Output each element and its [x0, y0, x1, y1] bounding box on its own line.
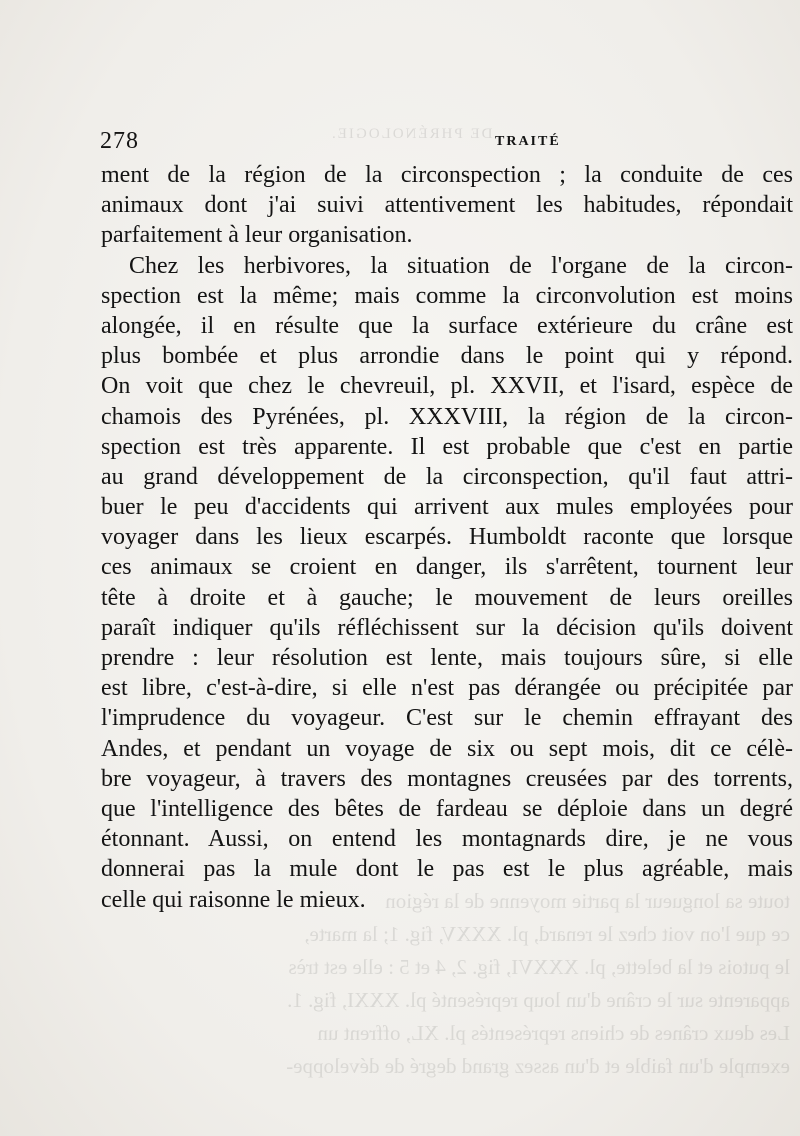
- text-line: ces animaux se croient en danger, ils s'arrêtent, tournent leur: [101, 554, 793, 581]
- text-line: étonnant. Aussi, on entend les montagnards dire, je ne vous: [101, 826, 793, 853]
- page-header: [100, 128, 795, 160]
- page-number: 278: [100, 128, 139, 154]
- body-text: [101, 160, 793, 915]
- text-line: spection est très apparente. Il est probable que c'est en partie: [101, 433, 793, 460]
- text-line: buer le peu d'accidents qui arrivent aux mules employées pour: [101, 494, 793, 521]
- text-line: tête à droite et à gauche; le mouvement de leurs oreilles: [101, 584, 793, 611]
- text-line: Chez les herbivores, la situation de l'organe de la circon-: [129, 252, 793, 279]
- text-line: paraît indiquer qu'ils réfléchissent sur la décision qu'ils doivent: [101, 614, 793, 641]
- running-head: TRAITÉ: [495, 134, 561, 149]
- text-line: On voit que chez le chevreuil, pl. XXVII, et l'isard, espèce de: [101, 373, 793, 400]
- text-line: alongée, il en résulte que la surface extérieure du crâne est: [101, 312, 793, 339]
- text-line: l'imprudence du voyageur. C'est sur le chemin effrayant des: [101, 705, 793, 732]
- bleed-through-text: toute sa longueur la partie moyenne de la région ce que l'on voit chez le renard, pl. XXXV, fig. 1; la marte, le putois et la belette, pl. XXXVI, fig. 2, 4 et 5 : elle est très apparente sur le crâne d'un loup représenté pl. XXXI, fig. 1. Les deux crânes de chiens représentés pl. XL, offrent un exemple d'un faible et d'un assez grand degré de développe-: [286, 889, 790, 1078]
- text-line: bre voyageur, à travers des montagnes creusées par des torrents,: [101, 765, 793, 792]
- text-line: plus bombée et plus arrondie dans le point qui y répond.: [101, 343, 793, 370]
- text-line: parfaitement à leur organisation.: [101, 222, 413, 249]
- text-line: spection est la même; mais comme la circonvolution est moins: [101, 282, 793, 309]
- text-line: donnerai pas la mule dont le pas est le plus agréable, mais: [101, 856, 793, 883]
- text-line: chamois des Pyrénées, pl. XXXVIII, la région de la circon-: [101, 403, 793, 430]
- bleed-through-header: DE PHRÉNOLOGIE.: [330, 126, 493, 142]
- text-line: est libre, c'est-à-dire, si elle n'est pas dérangée ou précipitée par: [101, 675, 793, 702]
- text-line: ment de la région de la circonspection ; la conduite de ces: [101, 162, 793, 188]
- text-line: que l'intelligence des bêtes de fardeau se déploie dans un degré: [101, 795, 793, 822]
- text-line: prendre : leur résolution est lente, mais toujours sûre, si elle: [101, 645, 793, 671]
- text-line: animaux dont j'ai suivi attentivement les habitudes, répondait: [101, 192, 793, 219]
- text-line: au grand développement de la circonspection, qu'il faut attri-: [101, 463, 793, 490]
- text-line: voyager dans les lieux escarpés. Humboldt raconte que lorsque: [101, 524, 793, 551]
- text-line: celle qui raisonne le mieux.: [101, 886, 366, 913]
- text-line: Andes, et pendant un voyage de six ou sept mois, dit ce célè-: [101, 735, 793, 762]
